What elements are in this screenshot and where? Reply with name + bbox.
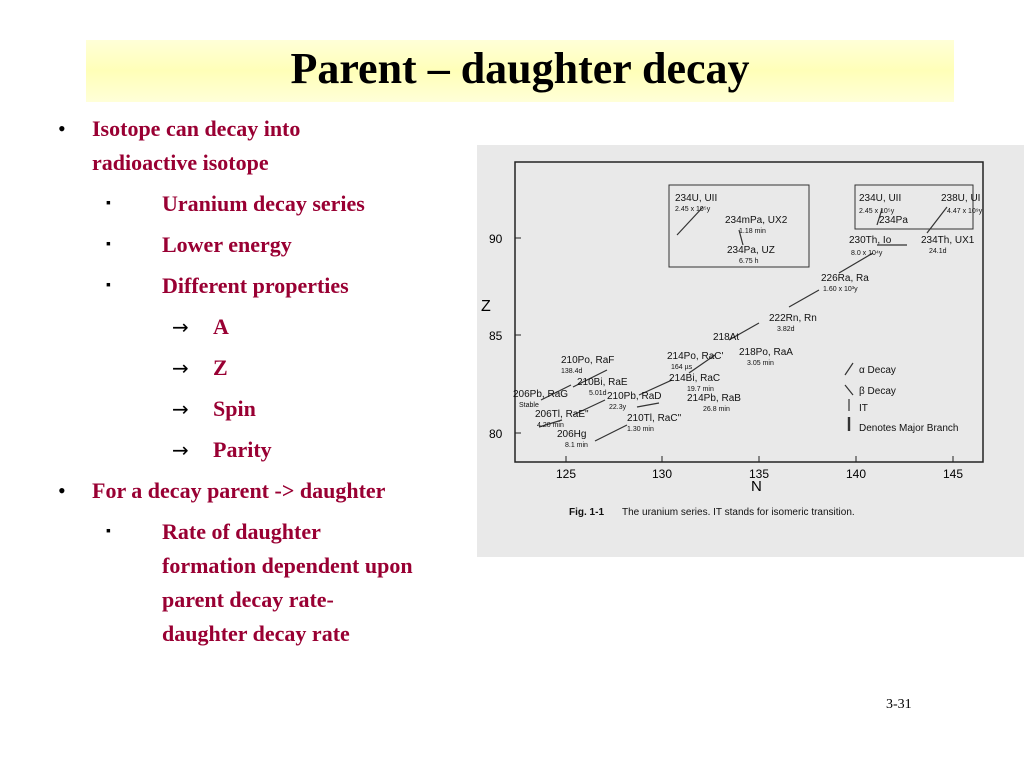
nuclide-life: 1.30 min	[627, 426, 654, 433]
square-marker: ▪	[106, 237, 111, 252]
figure-caption-label: Fig. 1-1	[569, 507, 605, 518]
nuclide-pb214: 214Pb, RaB	[687, 393, 741, 404]
nuclide-life: 22.3y	[609, 404, 627, 411]
sub-bullet-uranium	[48, 187, 488, 221]
sub-bullet-text-line: parent decay rate-	[162, 587, 334, 612]
bullet-list	[48, 112, 488, 651]
nuclide-life: 2.45 x 10⁵y	[675, 206, 711, 213]
nuclide-life: 3.05 min	[747, 360, 774, 367]
x-tick-label: 130	[652, 467, 673, 481]
nuclide-u234: 234U, UII	[859, 193, 902, 204]
arrow-item-text: A	[213, 314, 229, 339]
nuclide-life: 5.01d	[589, 390, 607, 397]
arrow-icon: →	[172, 356, 189, 380]
nuclide-life: 4.20 min	[537, 422, 564, 429]
slide-title: Parent – daughter decay	[290, 44, 750, 93]
x-tick-label: 125	[556, 467, 577, 481]
uranium-series-figure	[477, 145, 1024, 557]
x-axis-label: N	[751, 478, 762, 495]
nuclide-pa234: 234Pa	[879, 215, 908, 226]
nuclide-life: 1.18 min	[739, 228, 766, 235]
nuclide-pa234m: 234mPa, UX2	[725, 215, 788, 226]
nuclide-life: Stable	[519, 402, 539, 409]
arrow-item-z	[48, 351, 488, 385]
nuclide-bi214: 214Bi, RaC	[669, 373, 721, 384]
nuclide-life: 8.0 x 10⁴y	[851, 250, 883, 257]
arrow-icon: →	[172, 397, 189, 421]
nuclide-at218: 218At	[713, 332, 740, 343]
sub-bullet-text-line: daughter decay rate	[162, 621, 350, 646]
arrow-item-text: Parity	[213, 437, 272, 462]
arrow-item-spin	[48, 392, 488, 426]
nuclide-po214: 214Po, RaC'	[667, 351, 724, 362]
title-banner	[86, 40, 954, 102]
nuclide-life: 24.1d	[929, 248, 947, 255]
nuclide-tl206: 206Tl, RaE"	[535, 409, 589, 420]
nuclide-life: 4.47 x 10⁹y	[947, 208, 983, 215]
x-tick-label: 140	[846, 467, 867, 481]
nuclide-th230: 230Th, Io	[849, 235, 892, 246]
nuclide-labels	[513, 193, 983, 449]
nuclide-life: 19.7 min	[687, 386, 714, 393]
nuclide-rn222: 222Rn, Rn	[769, 313, 817, 324]
bullet-marker: •	[58, 478, 66, 503]
sub-bullet-energy	[48, 228, 488, 262]
bullet-marker: •	[58, 116, 66, 141]
x-tick-label: 135	[749, 467, 770, 481]
nuclide-ra226: 226Ra, Ra	[821, 273, 869, 284]
square-marker: ▪	[106, 278, 111, 293]
nuclide-pa234-uz: 234Pa, UZ	[727, 245, 775, 256]
sub-bullet-text-line: Rate of daughter	[162, 519, 321, 544]
nuclide-th234: 234Th, UX1	[921, 235, 975, 246]
nuclide-pb206: 206Pb, RaG	[513, 389, 569, 400]
y-tick-label: 90	[489, 232, 503, 246]
beta-arrow-icon	[845, 385, 853, 395]
nuclide-po210: 210Po, RaF	[561, 355, 615, 366]
nuclide-tl210: 210Tl, RaC"	[627, 413, 682, 424]
arrow-item-a	[48, 310, 488, 344]
sub-bullet-properties	[48, 269, 488, 303]
x-tick-label: 145	[943, 467, 964, 481]
bullet-text-line: radioactive isotope	[92, 150, 269, 175]
legend-beta: β Decay	[859, 386, 896, 397]
arrow-item-parity	[48, 433, 488, 467]
legend	[845, 363, 959, 434]
sub-bullet-text-line: formation dependent upon	[162, 553, 413, 578]
sub-bullet-text: Different properties	[162, 273, 349, 298]
arrow-item-text: Z	[213, 355, 228, 380]
bullet-isotope	[48, 112, 488, 180]
arrow-item-text: Spin	[213, 396, 256, 421]
nuclide-life: 8.1 min	[565, 442, 588, 449]
bullet-text-line: Isotope can decay into	[92, 116, 301, 141]
nuclide-bi210: 210Bi, RaE	[577, 377, 628, 388]
nuclide-life: 3.82d	[777, 326, 795, 333]
nuclide-life: 1.60 x 10³y	[823, 286, 858, 293]
y-tick-label: 85	[489, 329, 503, 343]
legend-alpha: α Decay	[859, 365, 896, 376]
nuclide-po218: 218Po, RaA	[739, 347, 793, 358]
bullet-decay	[48, 474, 488, 508]
nuclide-life: 26.8 min	[703, 406, 730, 413]
arrow-icon: →	[172, 315, 189, 339]
sub-bullet-rate	[48, 515, 488, 651]
y-tick-label: 80	[489, 427, 503, 441]
nuclide-life: 2.45 x 10⁵y	[859, 208, 895, 215]
inset-box	[855, 185, 973, 229]
decay-chart	[477, 145, 1024, 557]
y-axis-label: Z	[481, 298, 491, 315]
page-number: 3-31	[886, 697, 912, 712]
legend-major: Denotes Major Branch	[859, 423, 959, 434]
bullet-text: For a decay parent -> daughter	[92, 478, 386, 503]
sub-bullet-text: Lower energy	[162, 232, 292, 257]
arrow-icon: →	[172, 438, 189, 462]
nuclide-hg206: 206Hg	[557, 429, 587, 440]
nuclide-life: 164 µs	[671, 364, 693, 371]
legend-it: IT	[859, 403, 868, 414]
nuclide-life: 6.75 h	[739, 258, 759, 265]
nuclide-u234-inset: 234U, UII	[675, 193, 718, 204]
figure-caption-text: The uranium series. IT stands for isomeric transition.	[622, 507, 855, 518]
nuclide-u238: 238U, UI	[941, 193, 981, 204]
nuclide-pb210: 210Pb, RaD	[607, 391, 662, 402]
square-marker: ▪	[106, 196, 111, 211]
square-marker: ▪	[106, 524, 111, 539]
alpha-arrow-icon	[845, 363, 853, 375]
nuclide-life: 138.4d	[561, 368, 583, 375]
sub-bullet-text: Uranium decay series	[162, 191, 365, 216]
